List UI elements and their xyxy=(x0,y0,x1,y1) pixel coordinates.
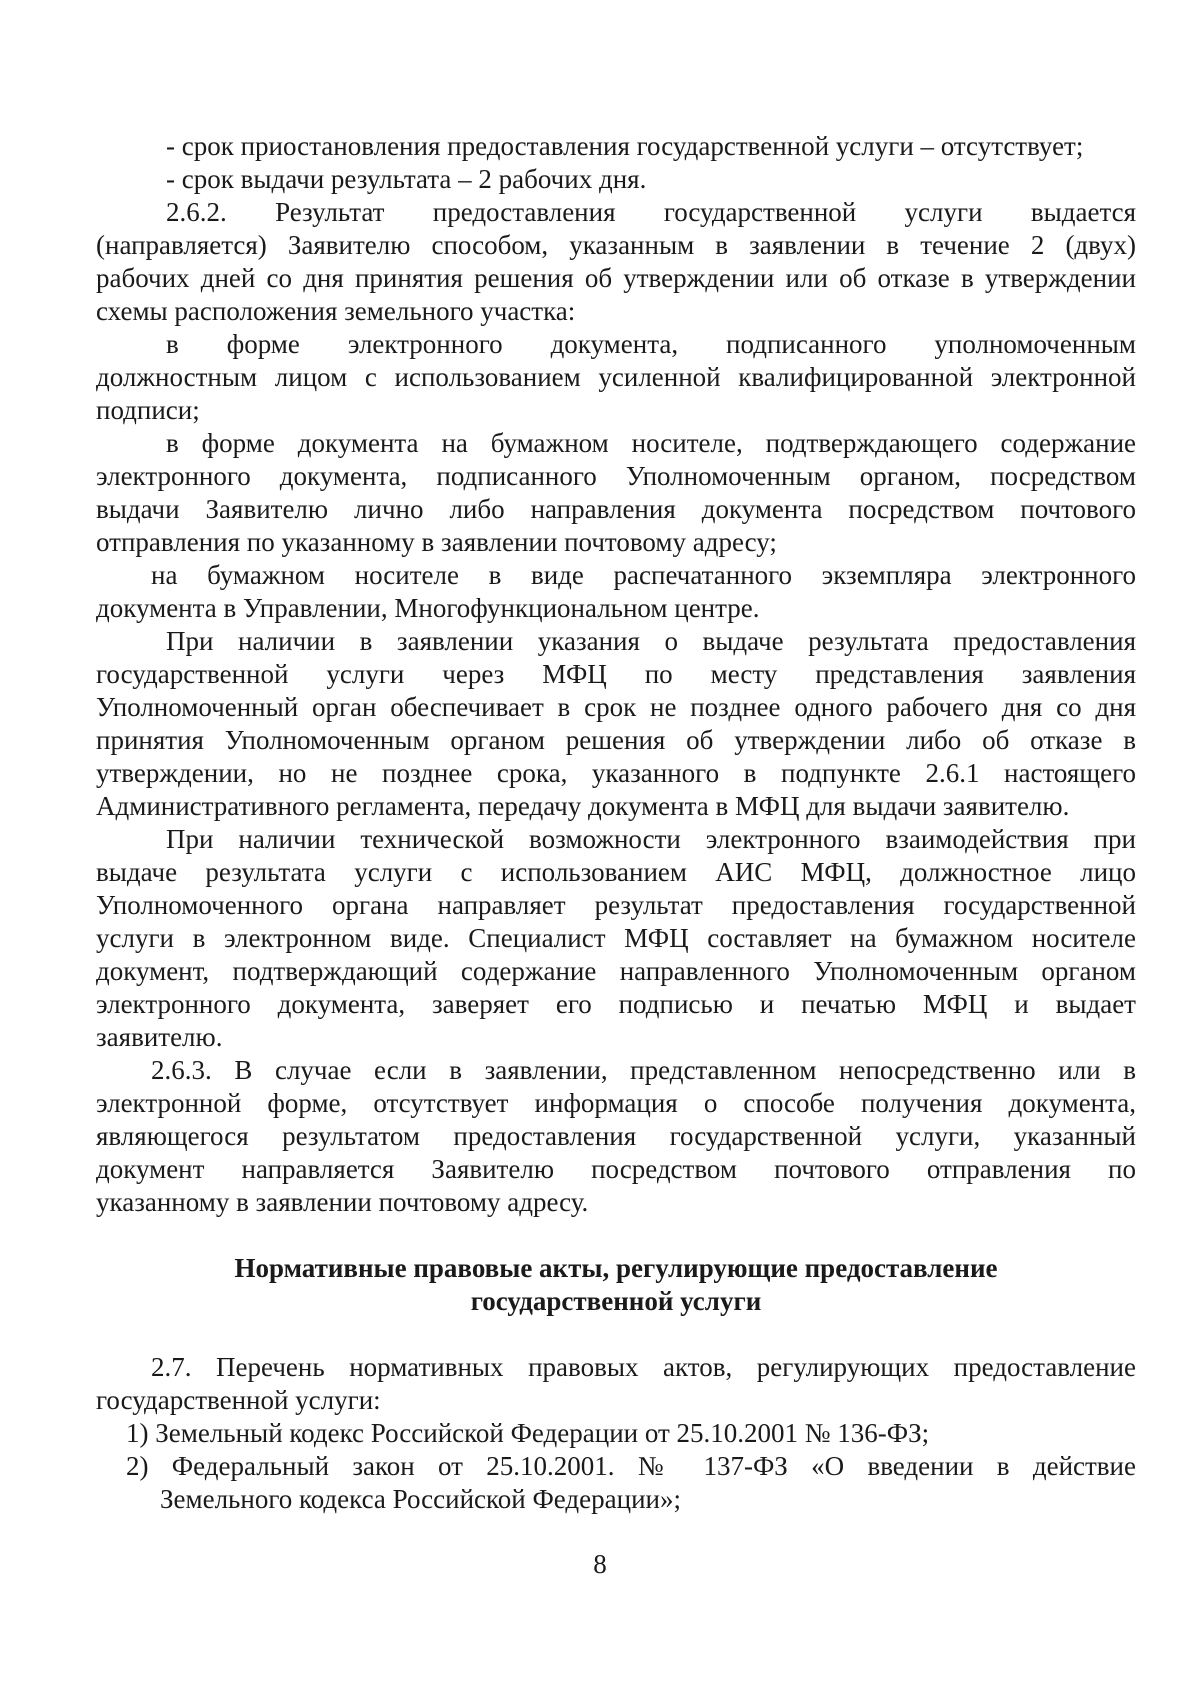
text-line: Уполномоченный орган обеспечивает в срок не позднее одного рабочего дня со дня xyxy=(96,692,1136,722)
text-line: на бумажном носителе в виде распечатанного экземпляра электронного xyxy=(151,560,1136,590)
document-page xyxy=(96,130,1136,1516)
spacer xyxy=(96,1318,1136,1351)
text-line: государственной услуги: xyxy=(96,1385,381,1415)
text-line: Уполномоченного органа направляет результат предоставления государственной xyxy=(96,890,1136,920)
text-line: услуги в электронном виде. Специалист МФЦ составляет на бумажном носителе xyxy=(96,923,1136,953)
text-line: 2.7. Перечень нормативных правовых актов, регулирующих предоставление xyxy=(151,1352,1136,1382)
text-line: в форме документа на бумажном носителе, подтверждающего содержание xyxy=(166,428,1136,458)
text-line: принятия Уполномоченным органом решения об утверждении либо об отказе в xyxy=(96,725,1136,755)
text-line: - срок выдачи результата – 2 рабочих дня. xyxy=(166,164,647,194)
text-line: 2) Федеральный закон от 25.10.2001. № 137-ФЗ «О введении в действие xyxy=(126,1451,1136,1481)
text-line: выдаче результата услуги с использованием АИС МФЦ, должностное лицо xyxy=(96,857,1136,887)
text-line: подписи; xyxy=(96,395,200,425)
document-body xyxy=(96,130,1136,1219)
text-line: утверждении, но не позднее срока, указанного в подпункте 2.6.1 настоящего xyxy=(96,758,1136,788)
text-line: электронного документа, подписанного Уполномоченным органом, посредством xyxy=(96,461,1136,491)
text-line: электронной форме, отсутствует информация о способе получения документа, xyxy=(96,1088,1136,1118)
text-line: рабочих дней со дня принятия решения об утверждении или об отказе в утверждении xyxy=(96,263,1136,293)
text-line: 2.6.2. Результат предоставления государственной услуги выдается xyxy=(166,197,1136,227)
text-line: При наличии в заявлении указания о выдаче результата предоставления xyxy=(166,626,1136,656)
text-line: документ направляется Заявителю посредством почтового отправления по xyxy=(96,1154,1136,1184)
page-number: 8 xyxy=(593,1549,607,1579)
text-line: Административного регламента, передачу документа в МФЦ для выдачи заявителю. xyxy=(96,791,1070,821)
text-line: государственной услуги через МФЦ по месту представления заявления xyxy=(96,659,1136,689)
text-line: схемы расположения земельного участка: xyxy=(96,296,576,326)
text-line: в форме электронного документа, подписанного уполномоченным xyxy=(166,329,1136,359)
text-line: электронного документа, заверяет его подписью и печатью МФЦ и выдает xyxy=(96,989,1136,1019)
text-line: документа в Управлении, Многофункциональном центре. xyxy=(96,593,760,623)
text-line: При наличии технической возможности электронного взаимодействия при xyxy=(166,824,1136,854)
text-line: указанному в заявлении почтовому адресу. xyxy=(96,1187,589,1217)
spacer xyxy=(96,1219,1136,1252)
section-heading xyxy=(96,1252,1136,1318)
section-heading-line-2: государственной услуги xyxy=(470,1286,762,1316)
text-line: являющегося результатом предоставления государственной услуги, указанный xyxy=(96,1121,1136,1151)
text-line: 1) Земельный кодекс Российской Федерации от 25.10.2001 № 136-ФЗ; xyxy=(126,1418,930,1448)
text-line: (направляется) Заявителю способом, указанным в заявлении в течение 2 (двух) xyxy=(96,230,1136,260)
text-line: заявителю. xyxy=(96,1022,223,1052)
text-line: документ, подтверждающий содержание направленного Уполномоченным органом xyxy=(96,956,1136,986)
document-list xyxy=(96,1351,1136,1516)
text-line: Земельного кодекса Российской Федерации»; xyxy=(160,1484,681,1514)
text-line: должностным лицом с использованием усиленной квалифицированной электронной xyxy=(96,362,1136,392)
text-line: - срок приостановления предоставления государственной услуги – отсутствует; xyxy=(166,131,1084,161)
section-heading-line-1: Нормативные правовые акты, регулирующие предоставление xyxy=(234,1253,998,1283)
text-line: 2.6.3. В случае если в заявлении, представленном непосредственно или в xyxy=(151,1055,1136,1085)
text-line: отправления по указанному в заявлении почтовому адресу; xyxy=(96,527,777,557)
text-line: выдачи Заявителю лично либо направления документа посредством почтового xyxy=(96,494,1136,524)
